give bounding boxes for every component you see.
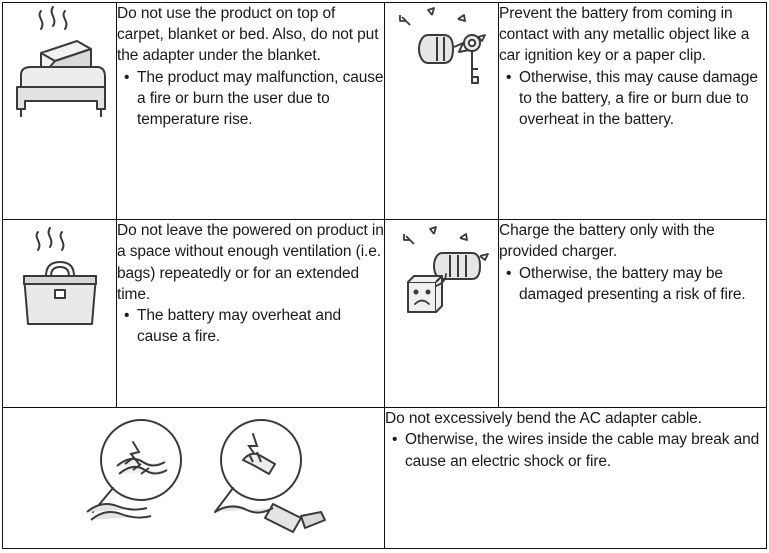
bent-ac-adapter-cable-icon: [3, 408, 384, 540]
battery-charger-warning-icon: [385, 220, 498, 324]
bullet-list: [385, 429, 766, 471]
icon-cell-bag: [3, 220, 117, 408]
bullet-list: [499, 67, 766, 131]
table-row: [3, 220, 767, 408]
text-cell-cable-bend: [385, 408, 767, 549]
bullet-list: [499, 263, 766, 305]
icon-cell-battery-key: [385, 3, 499, 220]
text-cell-ventilation: [117, 220, 385, 408]
bullet-item: • The battery may overheat and cause a fire.: [123, 305, 384, 347]
paragraph: Do not use the product on top of carpet, blanket or bed. Also, do not put the adapter under the blanket.: [117, 5, 379, 65]
text-cell-charger: [499, 220, 767, 408]
table-row: [3, 408, 767, 549]
battery-metal-key-contact-icon: [385, 3, 498, 99]
bullet-item: • Otherwise, the battery may be damaged presenting a risk of fire.: [505, 263, 766, 305]
bullet-list: [117, 67, 384, 131]
laptop-on-bed-overheating-icon: [3, 3, 116, 123]
paragraph: Charge the battery only with the provided charger.: [499, 222, 715, 261]
bullet-item: • Otherwise, the wires inside the cable may break and cause an electric shock or fire.: [391, 429, 766, 471]
table-row: [3, 3, 767, 220]
safety-precautions-table: [2, 2, 767, 549]
bullet-item: • The product may malfunction, cause a fire or burn the user due to temperature rise.: [123, 67, 384, 131]
text-cell-battery-metal: [499, 3, 767, 220]
paragraph: Do not excessively bend the AC adapter cable.: [385, 410, 702, 428]
text-cell-carpet: [117, 3, 385, 220]
bullet-item: • Otherwise, this may cause damage to the battery, a fire or burn due to overheat in the battery.: [505, 67, 766, 131]
icon-cell-laptop-on-bed: [3, 3, 117, 220]
paragraph: Prevent the battery from coming in contact with any metallic object like a car ignition key or a paper clip.: [499, 5, 750, 65]
icon-cell-bent-cable: [3, 408, 385, 549]
paragraph: Do not leave the powered on product in a space without enough ventilation (i.e. bags) repeatedly or for an extended time.: [117, 222, 384, 303]
icon-cell-charger: [385, 220, 499, 408]
bag-overheating-icon: [3, 220, 116, 336]
bullet-list: [117, 305, 384, 347]
